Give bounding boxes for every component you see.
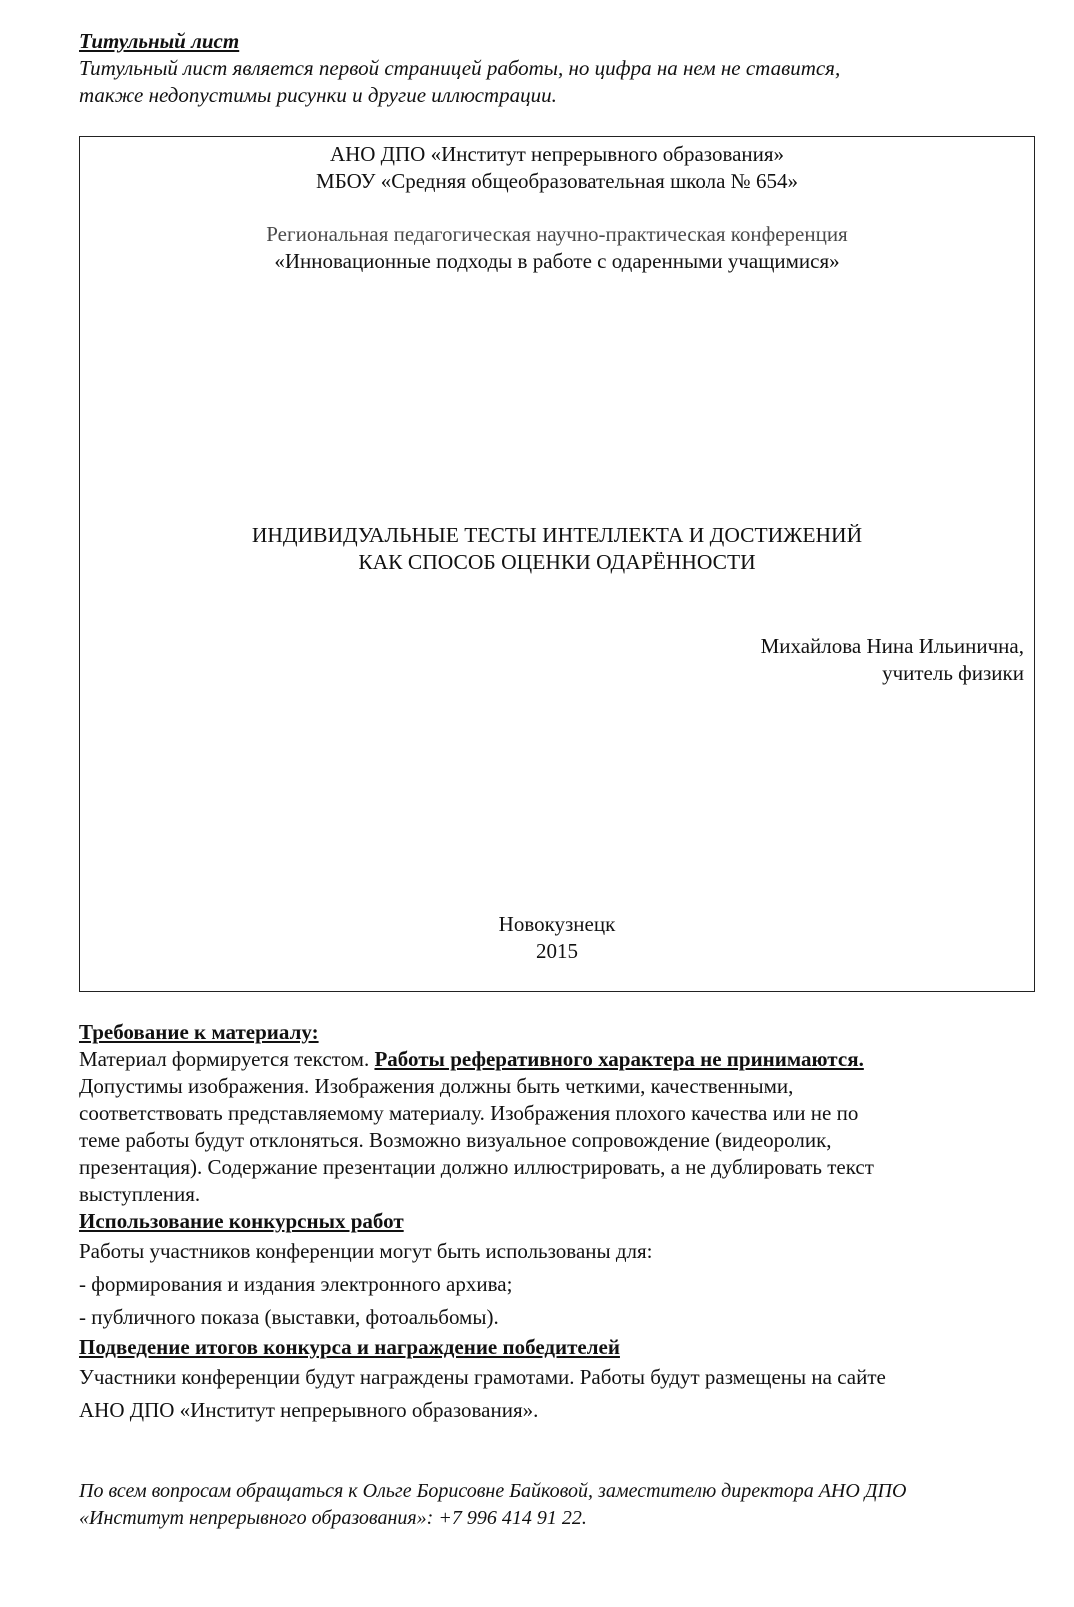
- requirements-heading: Требование к материалу:: [79, 1020, 319, 1044]
- contact-info: [79, 1478, 1039, 1532]
- usage-line: - публичного показа (выставки, фотоальбомы).: [79, 1305, 499, 1329]
- author-name: Михайлова Нина Ильинична,: [760, 634, 1024, 658]
- work-title-line: ИНДИВИДУАЛЬНЫЕ ТЕСТЫ ИНТЕЛЛЕКТА И ДОСТИЖЕНИЙ: [251, 523, 863, 547]
- title-page-sample: [79, 136, 1035, 992]
- requirements-line: соответствовать представляемому материалу. Изображения плохого качества или не по: [79, 1101, 859, 1125]
- requirements-line: выступления.: [79, 1182, 201, 1206]
- work-title: [80, 522, 1034, 576]
- requirements-warning: Работы реферативного характера не принимаются.: [374, 1047, 864, 1071]
- results-heading: Подведение итогов конкурса и награждение победителей: [79, 1335, 620, 1359]
- requirements-intro-text: Материал формируется текстом.: [79, 1047, 375, 1071]
- title-page-instructions: [79, 28, 1039, 109]
- organization-line: АНО ДПО «Институт непрерывного образования»: [329, 142, 785, 166]
- results-line: Участники конференции будут награждены грамотами. Работы будут размещены на сайте: [79, 1365, 886, 1389]
- requirements-line: презентация). Содержание презентации должно иллюстрировать, а не дублировать текст: [79, 1155, 874, 1179]
- results-line: АНО ДПО «Институт непрерывного образования».: [79, 1398, 539, 1422]
- author-block: [761, 633, 1024, 687]
- city: Новокузнецк: [498, 912, 616, 936]
- year: 2015: [536, 939, 578, 963]
- rules-section: [79, 1019, 1019, 1427]
- requirements-line: Допустимы изображения. Изображения должны быть четкими, качественными,: [79, 1074, 794, 1098]
- place-and-year: [80, 911, 1034, 965]
- usage-line: Работы участников конференции могут быть использованы для:: [79, 1239, 653, 1263]
- usage-line: - формирования и издания электронного архива;: [79, 1272, 513, 1296]
- contact-line: «Институт непрерывного образования»: +7 996 414 91 22.: [79, 1507, 587, 1529]
- conference-name: «Инновационные подходы в работе с одаренными учащимися»: [274, 249, 840, 273]
- title-page-heading: Титульный лист: [79, 29, 240, 53]
- instruction-line: Титульный лист является первой страницей работы, но цифра на нем не ставится,: [79, 56, 841, 80]
- requirements-intro: [79, 1046, 1019, 1073]
- contact-line: По всем вопросам обращаться к Ольге Борисовне Байковой, заместителю директора АНО ДПО: [79, 1480, 907, 1502]
- instruction-line: также недопустимы рисунки и другие иллюстрации.: [79, 83, 557, 107]
- author-position: учитель физики: [882, 661, 1024, 685]
- work-title-line: КАК СПОСОБ ОЦЕНКИ ОДАРЁННОСТИ: [358, 550, 756, 574]
- organizations: [80, 141, 1034, 195]
- usage-heading: Использование конкурсных работ: [79, 1209, 404, 1233]
- organization-line: МБОУ «Средняя общеобразовательная школа № 654»: [316, 169, 798, 193]
- conference-type: Региональная педагогическая научно-практическая конференция: [266, 222, 848, 246]
- requirements-line: теме работы будут отклоняться. Возможно визуальное сопровождение (видеоролик,: [79, 1128, 832, 1152]
